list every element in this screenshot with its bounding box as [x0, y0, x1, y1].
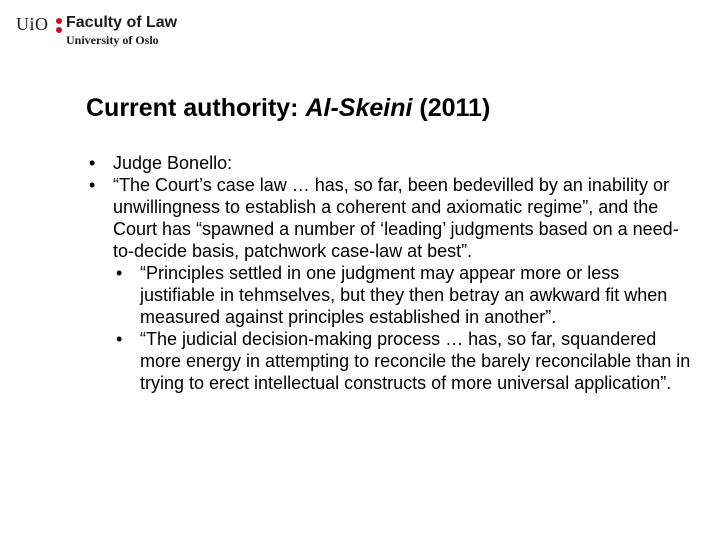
title-prefix: Current authority: — [86, 94, 306, 122]
sub-bullet-item: • “Principles settled in one judgment may appear more or less justifiable in tehmselves, but they then betray an awkward fit when measured against principles established in another”. — [113, 262, 696, 328]
bullet-list — [86, 152, 696, 394]
sub-bullet-item: • “The judicial decision-making process … has, so far, squandered more energy in attempting to reconcile the barely reconcilable than in trying to erect intellectual constructs of more universal application”. — [113, 328, 696, 394]
bullet-item: • Judge Bonello: — [86, 152, 696, 174]
title-suffix: (2011) — [412, 94, 491, 122]
logo-dots-icon — [56, 18, 62, 34]
faculty-name: Faculty of Law — [66, 14, 178, 31]
uio-wordmark — [16, 14, 49, 35]
title-case-name: Al-Skeini — [305, 94, 413, 122]
university-name: University of Oslo — [66, 33, 159, 47]
bullet-item: • “The Court’s case law … has, so far, been bedevilled by an inability or unwillingness to establish a coherent and axiomatic regime”, and the Court has “spawned a number of ‘leading’ judgments based on a need-to-decide basis, patchwork case-law at best”. — [86, 174, 696, 262]
uio-text: UiO — [16, 14, 49, 34]
slide-title — [86, 94, 490, 123]
